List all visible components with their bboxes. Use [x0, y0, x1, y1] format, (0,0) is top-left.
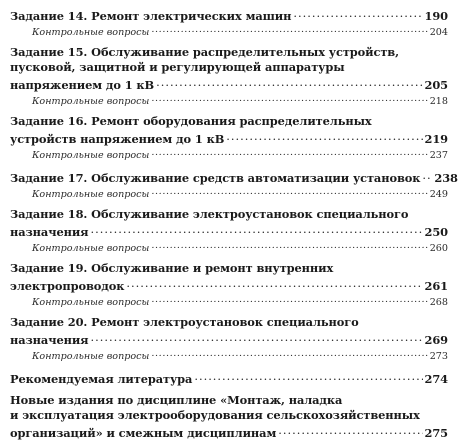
toc-entry-title-line: Задание 19. Обслуживание и ремонт внутренних [10, 261, 334, 275]
toc-entry [10, 45, 448, 108]
toc-entry-page: 190 [424, 9, 448, 23]
toc-subentry-label: Контрольные вопросы [32, 243, 150, 254]
toc-entry-title-row[interactable] [10, 261, 448, 294]
dot-leader [91, 330, 423, 345]
toc-entry-title-line: Задание 15. Обслуживание распределительных устройств, [10, 45, 399, 59]
dot-leader [194, 369, 422, 384]
toc-entry [10, 6, 448, 39]
toc-subentry-row[interactable] [10, 147, 448, 162]
toc-entry-title-line: напряжением до 1 кВ [10, 78, 155, 92]
toc-entry-title-line: пусковой, защитной и регулирующей аппаратуры [10, 60, 345, 74]
dot-leader [151, 294, 427, 306]
toc-subentry-label: Контрольные вопросы [32, 27, 150, 38]
toc-entry-title-row[interactable] [10, 45, 448, 93]
table-of-contents [10, 6, 458, 447]
toc-entry-title-row[interactable] [10, 168, 458, 186]
toc-entry-title-line: назначения [10, 333, 89, 347]
dot-leader [293, 6, 422, 21]
toc-subentry-label: Контрольные вопросы [32, 351, 150, 362]
toc-entry-title-line: Задание 20. Ремонт электроустановок специального [10, 315, 359, 329]
toc-subentry-page: 260 [429, 243, 448, 254]
toc-entry-page: 274 [424, 372, 448, 386]
toc-subentry-page: 268 [429, 297, 448, 308]
dot-leader [151, 147, 427, 159]
toc-subentry-page: 218 [429, 96, 448, 107]
dot-leader [151, 186, 427, 198]
toc-entry-title: Задание 17. Обслуживание средств автоматизации установок [10, 171, 421, 185]
toc-entry-page: 205 [424, 78, 448, 92]
toc-entry [10, 393, 448, 441]
toc-entry-title-row[interactable] [10, 315, 448, 348]
toc-entry [10, 114, 448, 162]
toc-entry [10, 168, 458, 201]
toc-entry-page: 261 [424, 279, 448, 293]
toc-subentry-label: Контрольные вопросы [32, 96, 150, 107]
dot-leader [226, 129, 422, 144]
dot-leader [126, 276, 422, 291]
toc-entry-page: 250 [424, 225, 448, 239]
toc-entry-title-line: Новые издания по дисциплине «Монтаж, наладка [10, 393, 343, 407]
toc-entry-title-row[interactable] [10, 207, 448, 240]
toc-subentry-page: 249 [429, 189, 448, 200]
toc-entry-title-row[interactable] [10, 393, 448, 441]
toc-subentry-row[interactable] [10, 186, 448, 201]
toc-entry-title-line: и эксплуатация электрооборудования сельскохозяйственных [10, 408, 420, 422]
dot-leader [151, 240, 427, 252]
toc-subentry-row[interactable] [10, 240, 448, 255]
toc-entry-page: 275 [424, 426, 448, 440]
toc-subentry-row[interactable] [10, 294, 448, 309]
toc-entry-title-row[interactable] [10, 6, 448, 24]
toc-entry-title-line: организаций» и смежным дисциплинам [10, 426, 277, 440]
toc-subentry-page: 273 [429, 351, 448, 362]
toc-entry [10, 315, 448, 363]
toc-entry-page: 238 [434, 171, 458, 185]
toc-subentry-row[interactable] [10, 24, 448, 39]
toc-entry-page: 269 [424, 333, 448, 347]
toc-entry-title: Рекомендуемая литература [10, 372, 193, 386]
toc-entry [10, 207, 448, 255]
dot-leader [422, 168, 432, 183]
toc-entry-title-line: электропроводок [10, 279, 125, 293]
toc-entry [10, 261, 448, 309]
toc-subentry-label: Контрольные вопросы [32, 297, 150, 308]
dot-leader [156, 75, 422, 90]
dot-leader [151, 93, 427, 105]
toc-entry-title-line: Задание 18. Обслуживание электроустановок специального [10, 207, 409, 221]
toc-subentry-label: Контрольные вопросы [32, 189, 150, 200]
toc-subentry-page: 204 [429, 27, 448, 38]
toc-entry-title-row[interactable] [10, 369, 448, 387]
toc-subentry-row[interactable] [10, 348, 448, 363]
toc-entry-page: 219 [424, 132, 448, 146]
toc-entry [10, 369, 448, 387]
toc-entry-title-line: Задание 16. Ремонт оборудования распределительных [10, 114, 372, 128]
toc-entry-title-row[interactable] [10, 114, 448, 147]
dot-leader [151, 24, 427, 36]
dot-leader [151, 348, 427, 360]
toc-entry-title-line: назначения [10, 225, 89, 239]
toc-entry-title: Задание 14. Ремонт электрических машин [10, 9, 292, 23]
toc-subentry-row[interactable] [10, 93, 448, 108]
toc-subentry-label: Контрольные вопросы [32, 150, 150, 161]
toc-subentry-page: 237 [429, 150, 448, 161]
toc-entry-title-line: устройств напряжением до 1 кВ [10, 132, 225, 146]
dot-leader [91, 222, 423, 237]
